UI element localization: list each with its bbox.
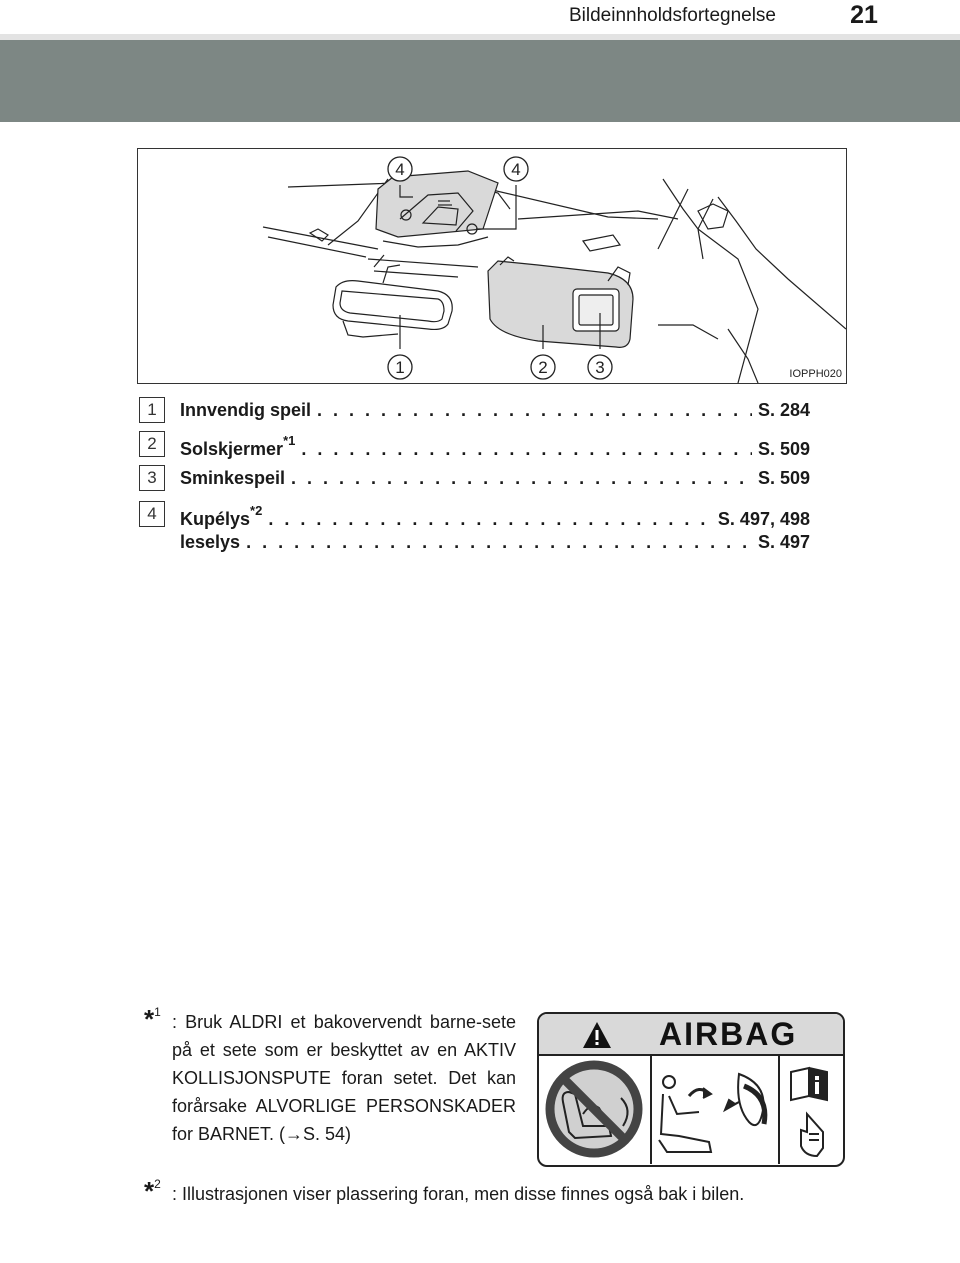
item-number-2: 2 (139, 431, 165, 457)
airbag-deploy-icon (659, 1074, 765, 1152)
item-footnote-ref: *1 (283, 433, 296, 448)
item-page-ref: S. 497 (757, 532, 810, 552)
item-number-1: 1 (139, 397, 165, 423)
footnote-1-text: : Bruk ALDRI et bakovervendt barne-sete på et sete som er beskyttet av en AKTIV KOLLISJONSPUTE foran setet. Det kan forårsake ALVORLIGE PERSONSKADER for BARNET. (→S. 54) (172, 1012, 516, 1144)
warning-triangle-icon (583, 1022, 611, 1048)
airbag-warning-label (537, 1012, 845, 1167)
footnote-2-text: : Illustrasjonen viser plassering foran, men disse finnes også bak i bilen. (172, 1184, 745, 1204)
item-label: leselys (180, 532, 241, 552)
read-manual-icon (791, 1068, 827, 1156)
leader-dots (268, 507, 712, 531)
leader-dots (246, 530, 752, 554)
item-row-leselys (180, 530, 810, 554)
item-number-3: 3 (139, 465, 165, 491)
no-rear-facing-child-seat-icon (550, 1065, 638, 1153)
footnote-1-marker: *$^1$ (144, 1004, 161, 1034)
airbag-title: AIRBAG (659, 1016, 798, 1052)
callout-4b: 4 (511, 160, 521, 179)
item-footnote-ref: *2 (250, 503, 263, 518)
item-label: Solskjermer (180, 439, 284, 459)
item-label: Sminkespeil (180, 468, 286, 488)
item-label: Innvendig speil (180, 400, 312, 420)
interior-illustration (137, 148, 847, 384)
section-title: Bildeinnholdsfortegnelse (568, 5, 777, 26)
item-number-4: 4 (139, 501, 165, 527)
header-band (0, 40, 960, 122)
item-row-solskjermer (180, 432, 810, 461)
airbag-pictograms (539, 1014, 842, 1164)
page-number: 21 (850, 1, 878, 29)
image-code: IOPPH020 (789, 368, 842, 380)
car-ceiling-drawing (138, 149, 846, 383)
footnote-2-marker: *$^2$ (144, 1176, 161, 1206)
item-page-ref: S. 509 (757, 468, 810, 488)
item-label: Kupélys (180, 509, 251, 529)
leader-dots (317, 398, 752, 422)
callout-2: 2 (538, 358, 548, 377)
callout-3: 3 (595, 358, 605, 377)
callout-4a: 4 (395, 160, 405, 179)
item-row-sminkespeil (180, 466, 810, 490)
item-page-ref: S. 284 (757, 400, 810, 420)
leader-dots (301, 437, 752, 461)
callout-1: 1 (395, 358, 405, 377)
item-page-ref: S. 509 (757, 439, 810, 459)
item-row-kupelys (180, 502, 810, 531)
leader-dots (291, 466, 752, 490)
item-page-ref: S. 497, 498 (717, 509, 810, 529)
item-row-innvendig-speil (180, 398, 810, 422)
